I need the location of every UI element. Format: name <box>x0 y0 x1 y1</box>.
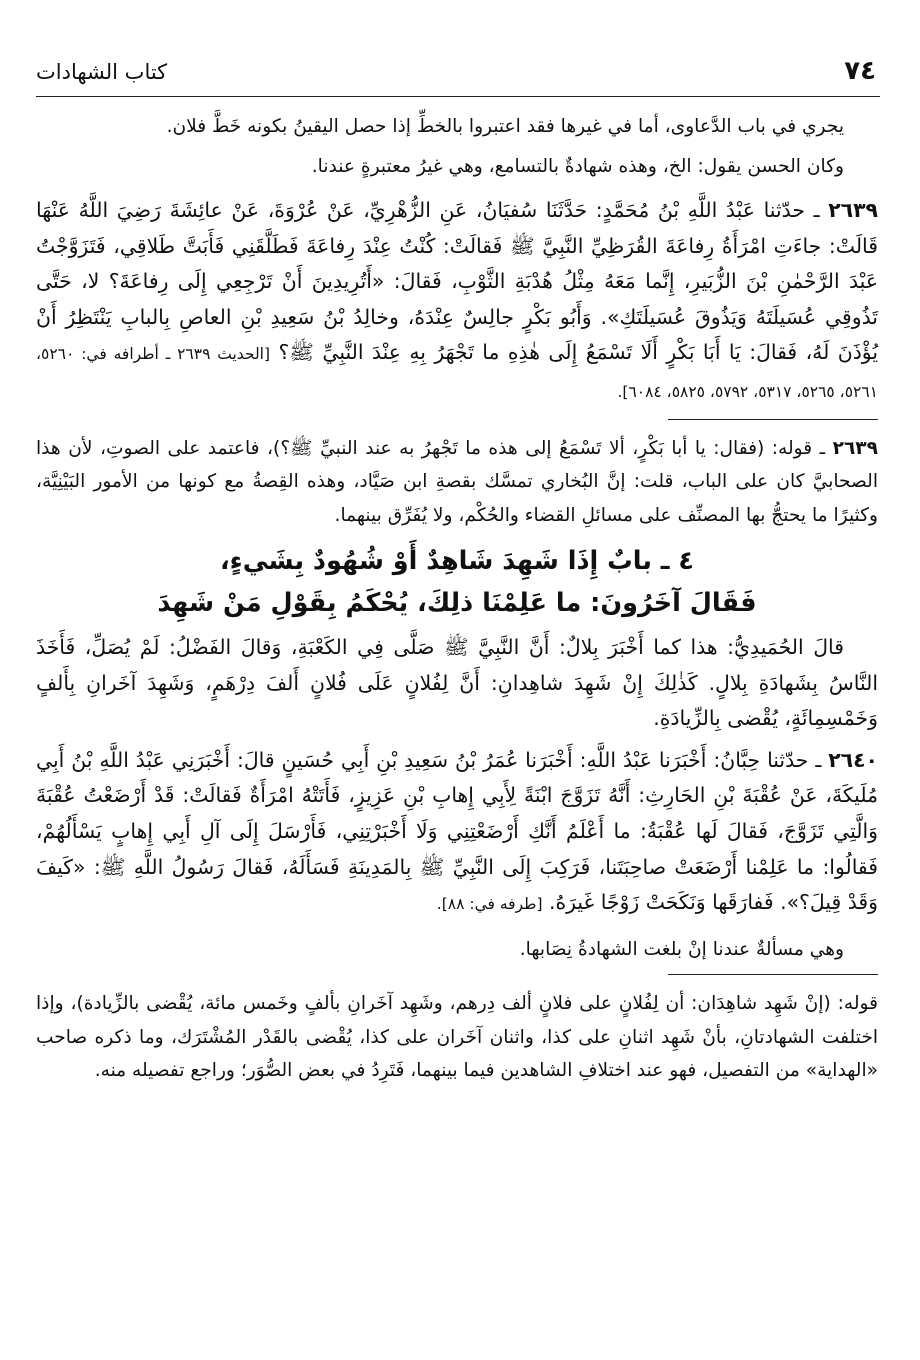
section-divider <box>668 419 878 420</box>
page-body <box>36 110 878 1088</box>
commentary-paragraph <box>36 432 878 533</box>
chapter-title-line: ٤ ـ بابٌ إِذَا شَهِدَ شَاهِدٌ أَوْ شُهُودٌ بِشَيءٍ، <box>220 546 694 577</box>
hadith-reference: [الحديث ٢٦٣٩ ـ أطرافه في: ٥٢٦٠، ٥٢٦١، ٥٢٦٥، ٥٣١٧، ٥٧٩٢، ٥٨٢٥، ٦٠٨٤]. <box>36 345 878 401</box>
commentary-paragraph: وكان الحسن يقول: الخ، وهذه شهادةٌ بالتسامع، وهي غيرُ معتبرةٍ عندنا. <box>311 155 844 177</box>
hadith-body: ـ حدّثنا عَبْدُ اللَّهِ بْنُ مُحَمَّدٍ: حَدَّثَنَا سُفيَانُ، عَنِ الزُّهْرِيِّ، عَنْ عُرْوَةَ، عَنْ عائِشَةَ رَضِيَ اللَّهُ عَنْهَا قَالَتْ: جاءَتِ امْرَأَةُ رِفاعَةَ القُرَظِيِّ النَّبِيَّ ﷺ فَقالَتْ: كُنْتُ عِنْدَ رِفاعَةَ فَطَلَّقَنِي فَأَبَتَّ طَلاقِي، فَتَزَوَّجْتُ عَبْدَ الرَّحْمٰنِ بْنَ الزُّبَيرِ، إِنَّما مَعَهُ مِثْلُ هُدْبَةِ الثَّوْبِ، فَقالَ: «أَتُرِيدِينَ أَنْ تَرْجِعِي إِلَى رِفاعَةَ؟ لا، حَتَّى تَذُوقِي عُسَيلَتَهُ وَيَذُوقَ عُسَيلَتَكِ». وَأَبُو بَكْرٍ جالِسٌ عِنْدَهُ، وخالِدُ بْنُ سَعِيدِ بْنِ العاصِ بِالبابِ يَنْتَظِرُ أَنْ يُؤْذَنَ لَهُ، فَقالَ: يَا أَبَا بَكْرٍ أَلَا تَسْمَعُ إِلَى هٰذِهِ ما تَجْهَرُ بِهِ عِنْدَ النَّبِيِّ ﷺ؟ <box>36 198 878 365</box>
page-header <box>36 52 876 92</box>
chapter-intro: قالَ الحُمَيدِيُّ: هذا كما أَخْبَرَ بِلالٌ: أَنَّ النَّبِيَّ ﷺ صَلَّى فِي الكَعْبَةِ، وَقالَ الفَضْلُ: لَمْ يُصَلِّ، فَأَخَذَ النَّاسُ بِشَهادَةِ بِلالٍ. كَذٰلِكَ إِنْ شَهِدَ شاهِدانِ: أَنَّ لِفُلانٍ عَلَى فُلانٍ أَلفَ دِرْهَمٍ، وَشَهِدَ آخَرانِ بِأَلفٍ وَخَمْسِمِائَةٍ، يُقْضى بِالزِّيادَةِ. <box>36 635 878 731</box>
section-divider <box>668 974 878 975</box>
hadith-text <box>36 193 878 411</box>
commentary-paragraph: يجري في باب الدَّعاوى، أما في غيرها فقد اعتبروا بالخطِّ إذا حصل اليقينُ بكونه خَطَّ فلان. <box>166 116 844 137</box>
commentary-number: ٢٦٣٩ <box>832 437 878 459</box>
hadith-reference: [طرفه في: ٨٨]. <box>436 895 543 914</box>
commentary-paragraph: قوله: (إنْ شَهِد شاهِدَان: أن لِفُلانٍ على فلانٍ ألف دِرهم، وشَهِد آخَرانِ بألفٍ وخَمس مائة، يُقْضى بالزِّيادة)، وإذا اختلفت الشهادتانِ، بأنْ شَهِد اثنانِ على كذا، واثنان آخَران على كذا، يُقْضى بالقَدْر المُشْتَرَك، وما ذكره صاحب «الهداية» من التفصيل، فهو عند اختلافِ الشاهدين فيما بينهما، فَتَرِدُ في بعض الصُّوَر؛ وراجع تفصيله منه. <box>36 993 878 1082</box>
commentary-body: ـ قوله: (فقال: يا أبا بَكْرٍ، ألا تَسْمَعُ إلى هذه ما تَجْهرُ به عند النبيِّ ﷺ؟)، فاعتمد على الصوتِ، لأن هذا الصحابيَّ كان على الباب، قلت: إنَّ البُخاري تمسَّك بقصةِ ابن صَيَّاد، وهذه القِصةُ مع كونها من الأمور البَيْنِيَّة، وكثيرًا ما يحتجُّ بها المصنِّف على مسائلِ القضاء والحُكْم، ولا يُفَرِّق بينهما. <box>36 437 878 526</box>
hadith-body: ـ حدّثنا حِبَّانُ: أَخْبَرَنا عَبْدُ اللَّهِ: أَخْبَرَنا عُمَرُ بْنُ سَعِيدِ بْنِ أَبِي حُسَينٍ قالَ: أَخْبَرَنِي عَبْدُ اللَّهِ بْنُ أَبِي مُلَيكَةَ، عَنْ عُقْبَةَ بْنِ الحَارِثِ: أَنَّهُ تَزَوَّجَ ابْنَةً لِأَبِي إِهابِ بْنِ عَزِيزٍ، فَأَتَتْهُ امْرَأَةٌ فَقالَتْ: قَدْ أَرْضَعْتُ عُقْبَةَ وَالَّتِي تَزَوَّجَ، فَقالَ لَها عُقْبَةُ: ما أَعْلَمُ أَنَّكِ أَرْضَعْتِنِي وَلَا أَخْبَرْتِنِي، فَأَرْسَلَ إِلَى آلِ أَبِي إِهابٍ يَسْأَلُهُمْ، فَقالُوا: ما عَلِمْنا أَرْضَعَتْ صاحِبَتَنا، فَرَكِبَ إِلَى النَّبِيِّ ﷺ بِالمَدِينَةِ فَسَأَلَهُ، فَقالَ رَسُولُ اللَّهِ ﷺ: «كَيفَ وَقَدْ قِيلَ؟». فَفارَقَها وَنَكَحَتْ زَوْجًا غَيرَهُ. <box>36 747 878 915</box>
page-number: ٧٤ <box>844 56 876 86</box>
hadith-text <box>36 743 878 923</box>
chapter-title-line: فَقَالَ آخَرُونَ: ما عَلِمْنَا ذلِكَ، يُحْكَمُ بِقَوْلِ مَنْ شَهِدَ <box>157 588 757 619</box>
hadith-number: ٢٦٤٠ <box>828 747 878 772</box>
hadith-number: ٢٦٣٩ <box>828 198 878 222</box>
header-divider <box>36 96 880 97</box>
chapter-heading <box>36 540 878 624</box>
commentary-paragraph: وهي مسألةٌ عندنا إنْ بلغت الشهادةُ نِصَابها. <box>519 938 844 960</box>
running-title: كتاب الشهادات <box>36 60 168 84</box>
